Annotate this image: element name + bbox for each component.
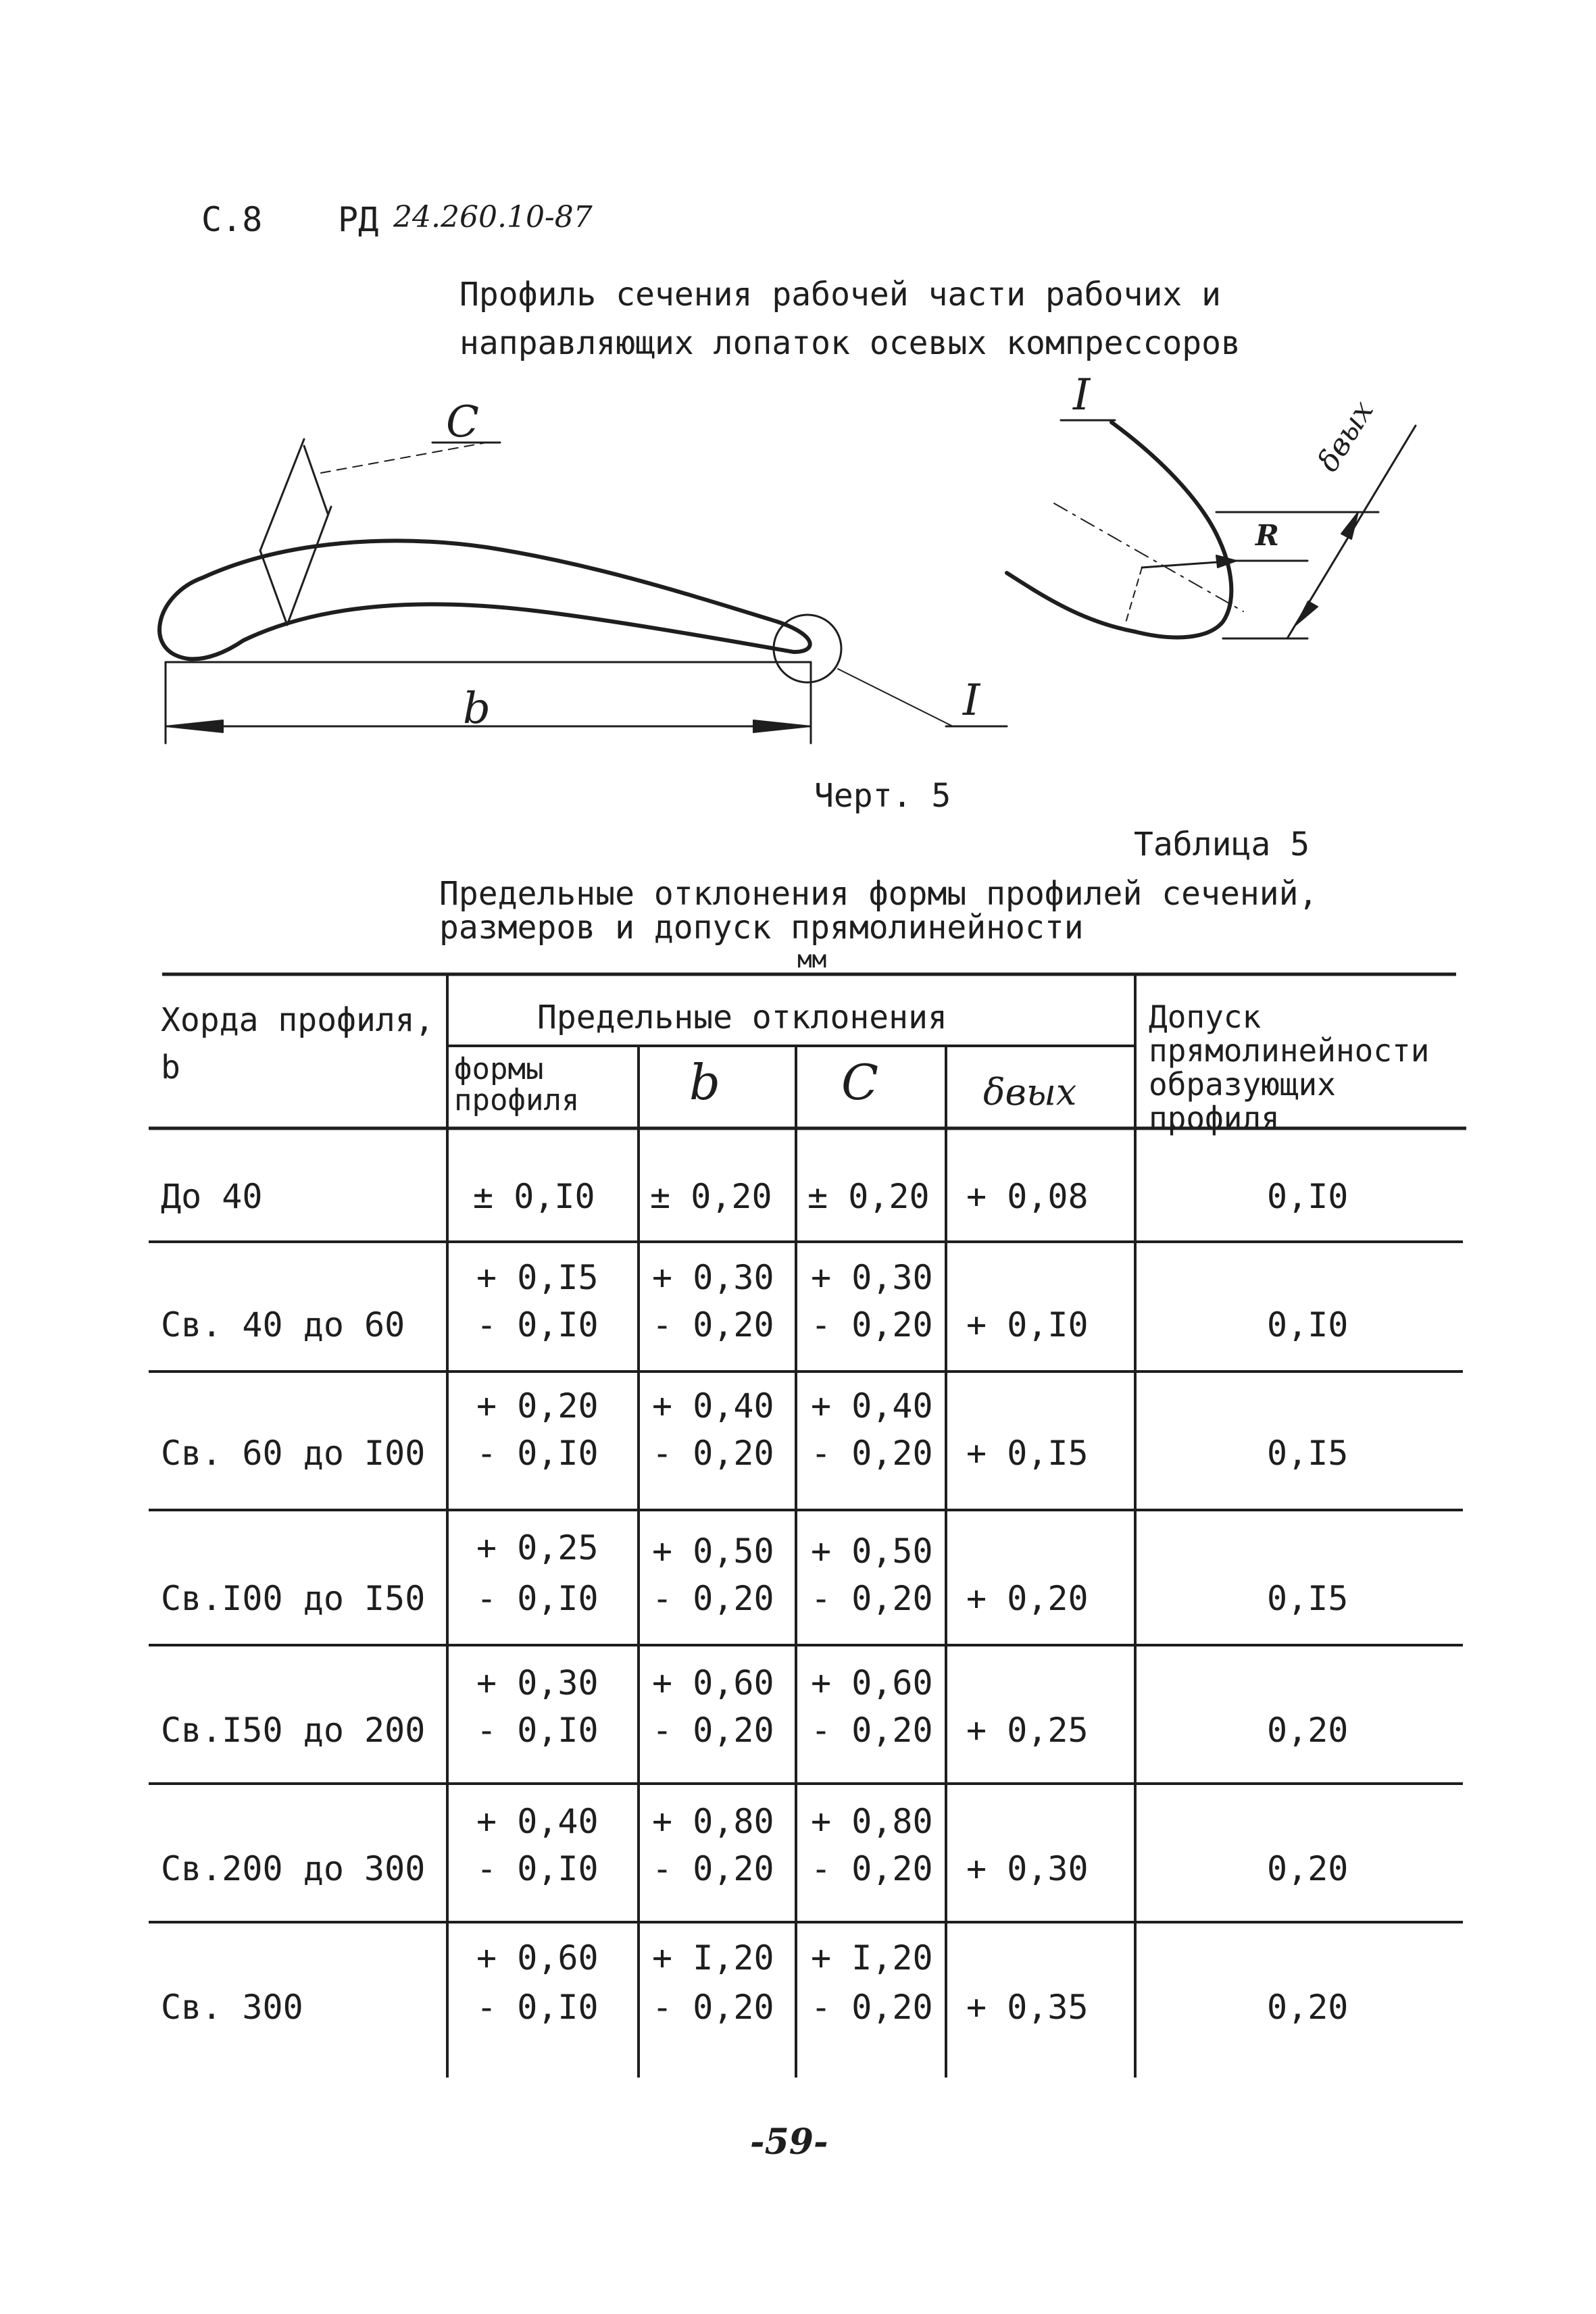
table-number: Таблица 5 — [1134, 826, 1310, 863]
row7-c-minus: - 0,20 — [811, 1988, 933, 2027]
row2-b-minus: - 0,20 — [652, 1305, 774, 1344]
row1-c: ± 0,20 — [807, 1177, 930, 1216]
row4-b-plus: + 0,50 — [652, 1532, 774, 1571]
row3-b-minus: - 0,20 — [652, 1434, 774, 1473]
row1-tolerance: 0,I0 — [1267, 1177, 1349, 1216]
row4-tolerance: 0,I5 — [1267, 1579, 1349, 1618]
row2-c-minus: - 0,20 — [811, 1305, 933, 1344]
row3-c-plus: + 0,40 — [811, 1386, 933, 1426]
table-title-line1: Предельные отклонения формы профилей сечений, — [439, 875, 1318, 913]
row1-delta: + 0,08 — [966, 1177, 1089, 1216]
header-form: формы профиля — [454, 1052, 580, 1117]
row2-form-plus: + 0,I5 — [476, 1258, 599, 1297]
row3-form-plus: + 0,20 — [476, 1386, 599, 1426]
header-tolerance: Допуск прямолинейности образующих профиля — [1149, 999, 1430, 1136]
row2-c-plus: + 0,30 — [811, 1258, 933, 1297]
row6-tolerance: 0,20 — [1267, 1849, 1349, 1888]
page-title-line2: направляющих лопаток осевых компрессоров — [459, 324, 1241, 362]
row1-chord: До 40 — [161, 1177, 263, 1216]
row6-c-minus: - 0,20 — [811, 1849, 933, 1888]
figure-caption: Черт. 5 — [814, 777, 951, 815]
row5-delta: + 0,25 — [966, 1711, 1089, 1750]
row5-chord: Св.I50 до 200 — [161, 1711, 426, 1750]
row5-b-minus: - 0,20 — [652, 1711, 774, 1750]
row3-delta: + 0,I5 — [966, 1434, 1089, 1473]
table-unit: мм — [797, 946, 827, 974]
row4-chord: Св.I00 до I50 — [161, 1579, 426, 1618]
header-b: b — [689, 1054, 721, 1111]
row6-b-minus: - 0,20 — [652, 1849, 774, 1888]
row4-delta: + 0,20 — [966, 1579, 1089, 1618]
page-number: -59- — [750, 2121, 828, 2163]
row7-b-minus: - 0,20 — [652, 1988, 774, 2027]
row5-form-minus: - 0,I0 — [476, 1711, 599, 1750]
row7-form-plus: + 0,60 — [476, 1938, 599, 1978]
page-code: С.8 — [201, 200, 263, 239]
row3-chord: Св. 60 до I00 — [161, 1434, 426, 1473]
header-delta: δвых — [983, 1071, 1077, 1113]
row7-c-plus: + I,20 — [811, 1938, 933, 1978]
row4-form-minus: - 0,I0 — [476, 1579, 599, 1618]
row7-form-minus: - 0,I0 — [476, 1988, 599, 2027]
row4-c-plus: + 0,50 — [811, 1532, 933, 1571]
row6-form-plus: + 0,40 — [476, 1802, 599, 1841]
row7-b-plus: + I,20 — [652, 1938, 774, 1978]
row6-chord: Св.200 до 300 — [161, 1849, 426, 1888]
header-chord: Хорда профиля, b — [161, 1001, 434, 1086]
row6-form-minus: - 0,I0 — [476, 1849, 599, 1888]
label-radius-r: R — [1255, 519, 1279, 552]
row2-delta: + 0,I0 — [966, 1305, 1089, 1344]
row6-c-plus: + 0,80 — [811, 1802, 933, 1841]
row2-b-plus: + 0,30 — [652, 1258, 774, 1297]
table-title-line2: размеров и допуск прямолинейности — [439, 909, 1084, 947]
row2-tolerance: 0,I0 — [1267, 1305, 1349, 1344]
page-title-line1: Профиль сечения рабочей части рабочих и — [459, 276, 1222, 313]
row3-form-minus: - 0,I0 — [476, 1434, 599, 1473]
row4-c-minus: - 0,20 — [811, 1579, 933, 1618]
row1-form: ± 0,I0 — [473, 1177, 595, 1216]
row5-tolerance: 0,20 — [1267, 1711, 1349, 1750]
label-chord-b: b — [463, 684, 491, 734]
row6-delta: + 0,30 — [966, 1849, 1089, 1888]
row1-b: ± 0,20 — [650, 1177, 772, 1216]
label-detail-i-view: I — [1073, 370, 1091, 420]
row3-c-minus: - 0,20 — [811, 1434, 933, 1473]
label-detail-i-main: I — [963, 676, 980, 726]
row4-b-minus: - 0,20 — [652, 1579, 774, 1618]
row2-form-minus: - 0,I0 — [476, 1305, 599, 1344]
row2-chord: Св. 40 до 60 — [161, 1305, 405, 1344]
row7-delta: + 0,35 — [966, 1988, 1089, 2027]
row5-c-minus: - 0,20 — [811, 1711, 933, 1750]
label-thickness-c: С — [446, 397, 479, 447]
row3-tolerance: 0,I5 — [1267, 1434, 1349, 1473]
row5-c-plus: + 0,60 — [811, 1663, 933, 1703]
row3-b-plus: + 0,40 — [652, 1386, 774, 1426]
row5-b-plus: + 0,60 — [652, 1663, 774, 1703]
doc-prefix: РД — [338, 200, 379, 239]
label-delta-out: δвых — [1311, 395, 1380, 478]
header-deviations: Предельные отклонения — [537, 999, 947, 1036]
row5-form-plus: + 0,30 — [476, 1663, 599, 1703]
row7-chord: Св. 300 — [161, 1988, 303, 2027]
row6-b-plus: + 0,80 — [652, 1802, 774, 1841]
row7-tolerance: 0,20 — [1267, 1988, 1349, 2027]
row4-form-plus: + 0,25 — [476, 1528, 599, 1567]
doc-number: 24.260.10-87 — [393, 200, 593, 234]
header-c: С — [841, 1054, 879, 1111]
